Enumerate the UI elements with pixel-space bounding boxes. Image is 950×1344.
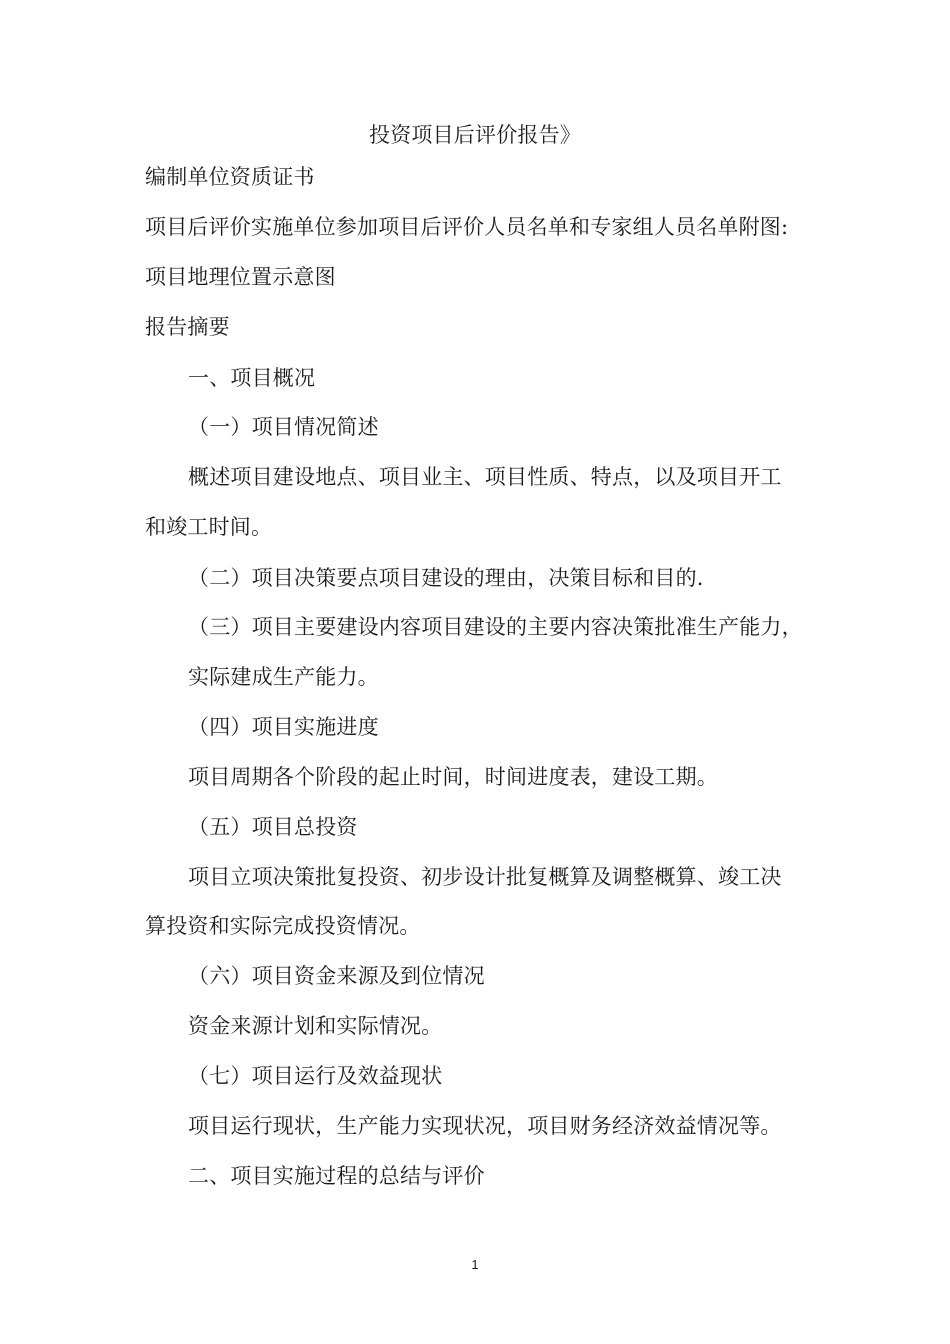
text-line: 编制单位资质证书: [145, 165, 315, 189]
subsection-heading: （二）项目决策要点项目建设的理由，决策目标和目的.: [188, 566, 704, 590]
text-line: 项目后评价实施单位参加项目后评价人员名单和专家组人员名单附图:: [145, 215, 789, 239]
paragraph-line: 项目立项决策批复投资、初步设计批复概算及调整概算、竣工决: [188, 865, 782, 889]
section-heading: 报告摘要: [145, 315, 230, 339]
paragraph-line: 概述项目建设地点、项目业主、项目性质、特点，以及项目开工: [188, 465, 782, 489]
subsection-heading: （六）项目资金来源及到位情况: [188, 964, 485, 988]
subsection-heading: （四）项目实施进度: [188, 715, 379, 739]
subsection-heading: （一）项目情况简述: [188, 415, 379, 439]
subsection-heading: （三）项目主要建设内容项目建设的主要内容决策批准生产能力，: [188, 615, 803, 639]
section-heading: 二、项目实施过程的总结与评价: [188, 1164, 485, 1188]
paragraph-line: 实际建成生产能力。: [188, 665, 379, 689]
page-number: 1: [471, 1257, 479, 1272]
document-title: 投资项目后评价报告》: [369, 123, 581, 147]
subsection-heading: （五）项目总投资: [188, 815, 358, 839]
paragraph-line: 资金来源计划和实际情况。: [188, 1014, 443, 1038]
section-heading: 一、项目概况: [188, 366, 316, 390]
text-line: 项目地理位置示意图: [145, 265, 336, 289]
paragraph-line: 算投资和实际完成投资情况。: [145, 914, 421, 938]
paragraph-line: 项目运行现状，生产能力实现状况，项目财务经济效益情况等。: [188, 1114, 782, 1138]
paragraph-line: 项目周期各个阶段的起止时间，时间进度表，建设工期。: [188, 765, 718, 789]
paragraph-line: 和竣工时间。: [145, 515, 273, 539]
subsection-heading: （七）项目运行及效益现状: [188, 1064, 443, 1088]
